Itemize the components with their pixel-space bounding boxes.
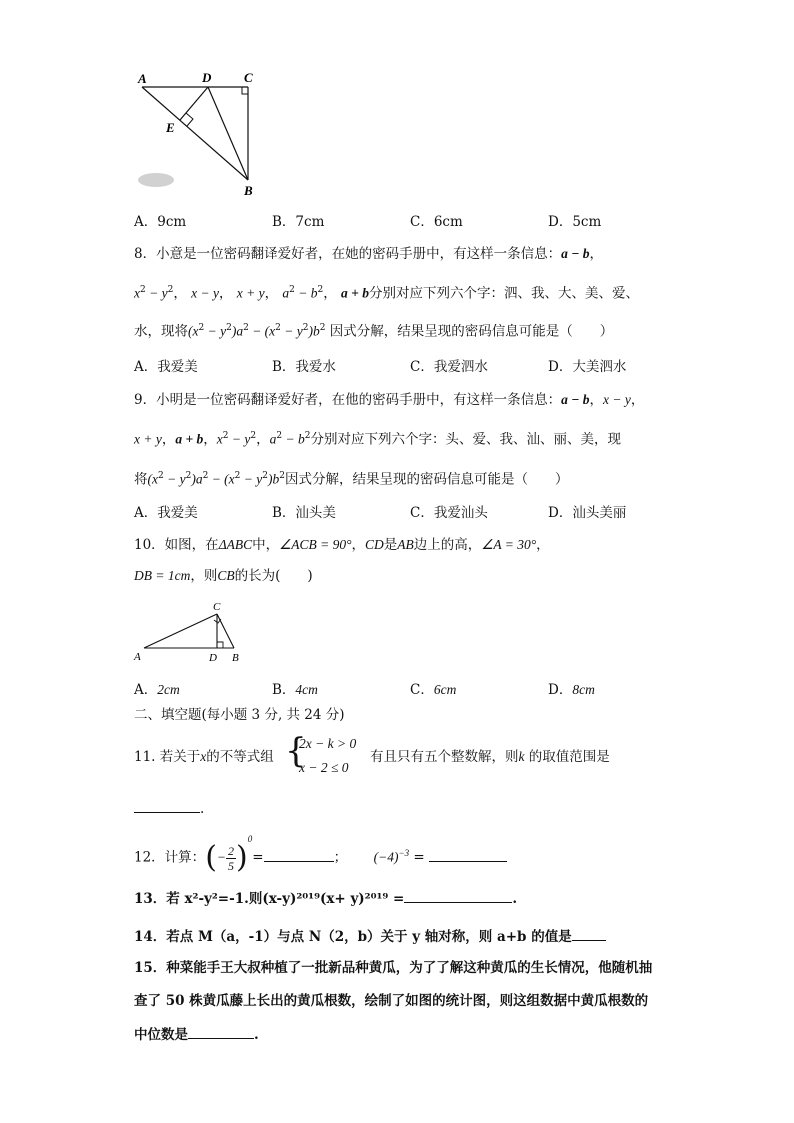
segment-ab (142, 87, 248, 180)
q8-option-d: D．大美泗水 (548, 359, 627, 375)
q15-line2: 查了 50 株黄瓜藤上长出的黄瓜根数，绘制了如图的统计图，则这组数据中黄瓜根数的 (134, 993, 649, 1009)
q9-option-b: B．汕头美 (272, 505, 336, 521)
q11-answer-blank[interactable] (134, 798, 200, 813)
q11-inequality-2: x − 2 ≤ 0 (299, 760, 349, 775)
q11-answer-line: . (134, 798, 204, 819)
q9-line2: x + y，a + b，$x^2 - y^2$，$a^2 - b^2$分别对应下列六个字：头、爱、我、汕、丽、美，现 (134, 431, 621, 448)
q10-figure (130, 598, 260, 668)
q13-answer-blank[interactable] (404, 888, 512, 903)
q12-answer-blank-2[interactable] (429, 847, 507, 862)
segment-ac-10 (144, 614, 217, 648)
q10-option-b: B．4cm (272, 682, 318, 698)
q15-answer-blank[interactable] (188, 1024, 254, 1039)
q9-option-a: A．我爱美 (134, 505, 198, 521)
q7-option-b: B．7cm (272, 214, 325, 230)
q9-option-c: C．我爱汕头 (410, 505, 488, 521)
label-e: E (166, 120, 175, 135)
label-a: A (138, 71, 147, 86)
q14-answer-blank[interactable] (572, 926, 606, 941)
q10-option-c: C．6cm (410, 682, 457, 698)
right-angle-c (242, 87, 248, 94)
label-d-10: D (209, 652, 217, 664)
q8-line2: $x^2 - y^2$， x − y， x + y， $a^2 - b^2$， a + b分别对应下列六个字：泗、我、大、美、爱、 (134, 285, 639, 302)
segment-cb-10 (217, 614, 234, 648)
q13-line: 13．若 x²-y²=-1.则(x-y)²⁰¹⁹(x+ y)²⁰¹⁹ = . (134, 888, 517, 909)
q12-line: 12．计算：(− $\frac{2}{5})^0=$ ； $(-4)^{-3}$ = (134, 842, 507, 873)
q8-line3: 水，现将$(x^2 - y^2)a^2 - (x^2 - y^2)b^2$ 因式分解，结果呈现的密码信息可能是（ ） (134, 323, 614, 340)
q8-option-a: A．我爱美 (134, 359, 198, 375)
q7-option-d: D．5cm (548, 214, 602, 230)
q12-fraction: $\frac{2}{5}$ (228, 843, 235, 873)
q11-line-tail: 有且只有五个整数解，则k 的取值范围是 (370, 749, 610, 765)
q9-line3: 将$(x^2 - y^2)a^2 - (x^2 - y^2)b^2$因式分解，结果呈现的密码信息可能是（ ） (134, 471, 569, 488)
segment-db (208, 87, 248, 180)
q8-line1: 8．小意是一位密码翻译爱好者，在她的密码手册中，有这样一条信息：a − b， (134, 246, 604, 262)
label-b: B (244, 183, 253, 198)
segment-de (180, 87, 208, 120)
right-angle-d (217, 642, 223, 648)
q8-option-b: B．我爱水 (272, 359, 336, 375)
q9-line1: 9．小明是一位密码翻译爱好者，在他的密码手册中，有这样一条信息：a − b，x − y， (134, 392, 645, 408)
blurred-watermark (138, 173, 174, 187)
q10-line1: 10．如图，在ΔABC中，∠ACB = 90°，CD是AB边上的高，∠A = 30°， (134, 537, 550, 553)
label-c-10: C (213, 601, 221, 613)
q14-line: 14．若点 M（a，-1）与点 N（2，b）关于 y 轴对称，则 a+b 的值是 (134, 926, 606, 947)
section2-title: 二、填空题(每小题 3 分, 共 24 分) (134, 707, 345, 723)
q8-option-c: C．我爱泗水 (410, 359, 488, 375)
label-d: D (202, 70, 212, 85)
q15-line3: 中位数是 . (134, 1024, 259, 1045)
q10-line2: DB = 1cm，则CB的长为( ) (134, 568, 313, 584)
right-angle-e (186, 113, 193, 126)
label-a-10: A (134, 651, 141, 663)
q7-figure (130, 68, 270, 200)
q11-inequality-1: 2x − k > 0 (299, 736, 357, 751)
q9-option-d: D．汕头美丽 (548, 505, 627, 521)
label-b-10: B (232, 652, 239, 664)
q10-option-a: A．2cm (134, 682, 180, 698)
q7-option-c: C．6cm (410, 214, 463, 230)
q11-brace: { (285, 731, 307, 771)
q15-line1: 15．种菜能手王大叔种植了一批新品种黄瓜，为了了解这种黄瓜的生长情况，他随机抽 (134, 960, 653, 976)
label-c: C (244, 70, 253, 85)
q7-option-a: A．9cm (134, 214, 187, 230)
q11-line: 11. 若关于x的不等式组 (134, 749, 274, 765)
q12-answer-blank-1[interactable] (264, 847, 334, 862)
q10-option-d: D．8cm (548, 682, 595, 698)
